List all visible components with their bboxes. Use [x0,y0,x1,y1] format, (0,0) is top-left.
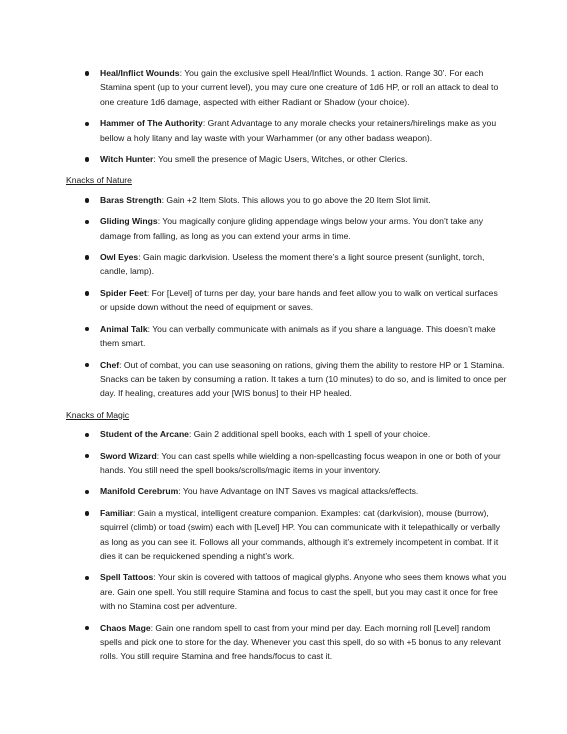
list-item [66,286,507,315]
bullet-icon [85,576,89,580]
knack-name: Familiar [100,507,133,518]
knack-name: Spell Tattoos [100,572,154,583]
list-item [66,449,507,478]
knack-name: Manifold Cerebrum [100,486,179,497]
knack-name: Gliding Wings [100,216,158,227]
list-item [66,250,507,279]
section-heading-magic: Knacks of Magic [66,409,130,420]
list-item [66,193,507,207]
bullet-icon [85,71,89,75]
knack-description: : You have Advantage on INT Saves vs magical attacks/effects. [178,486,419,497]
list-item [66,621,507,664]
knack-description: : You smell the presence of Magic Users, Witches, or other Clerics. [153,154,408,165]
knack-description: : Your skin is covered with tattoos of magical glyphs. Anyone who sees them knows what you are. Gain one spell. You still require Stamina and focus to cast the spell, but you may cast it once for free with no Stamina cost per adventure. [100,572,507,612]
bullet-icon [85,198,89,202]
bullet-icon [85,454,89,458]
bullet-icon [85,511,89,515]
knack-name: Sword Wizard [100,450,157,461]
knack-description: : Gain 2 additional spell books, each with 1 spell of your choice. [188,429,431,440]
knack-name: Baras Strength [100,194,162,205]
knack-description: : You gain the exclusive spell Heal/Inflict Wounds. 1 action. Range 30’. For each Stamina spent (up to your current level), you may cure one creature of 1d6 HP, or roll an attack to deal to one creature 1d6 damage, aspected with either Radiant or Shadow (your choice). [100,68,499,107]
list-item [66,322,507,351]
knack-description: : For [Level] of turns per day, your bare hands and feet allow you to walk on vertical surfaces or upside down without the need of equipment or saves. [100,287,498,313]
knack-name: Student of the Arcane [100,429,189,440]
bullet-icon [85,157,89,161]
bullet-icon [85,327,89,331]
bullet-icon [85,220,89,224]
bullet-icon [85,490,89,494]
knack-description: : Out of combat, you can use seasoning on rations, giving them the ability to restore HP or 1 Stamina. Snacks can be taken by consuming a ration. It takes a turn (10 minutes) to do so, and is limited to once per day. If healing, creatures add your [WIS bonus] to their HP healed. [100,359,507,399]
bullet-icon [85,291,89,295]
knack-description: : Gain a mystical, intelligent creature companion. Examples: cat (darkvision), mouse (burrow), squirrel (climb) or toad (swim) each with [Level] HP. You can communicate with it telepathically or verbally as long as you can see it. Follows all your commands, although it’s extremely incompetent in combat. If it dies it can be requickened spending a night’s work. [100,507,501,561]
bullet-icon [85,433,89,437]
bullet-icon [85,255,89,259]
list-item [66,506,507,564]
knack-name: Spider Feet [100,287,147,298]
knack-description: : Gain one random spell to cast from your mind per day. Each morning roll [Level] random spells and pick one to store for the day. Whenever you cast this spell, do so with +5 bonus to any relevant rolls. You still require Stamina and free hands/focus to cast it. [100,622,501,662]
knack-name: Heal/Inflict Wounds [100,68,180,78]
list-item [66,427,507,441]
list-item [66,66,507,109]
bullet-icon [85,363,89,367]
knack-description: : You can verbally communicate with animals as if you share a language. This doesn’t make them smart. [100,323,496,349]
knack-description: : You can cast spells while wielding a non-spellcasting focus weapon in one or both of your hands. You still need the spell books/scrolls/magic items in your inventory. [100,450,501,475]
list-item [66,570,507,613]
list-item [66,358,507,401]
knack-name: Owl Eyes [100,252,139,263]
list-item [66,214,507,243]
section-heading-nature: Knacks of Nature [66,175,132,186]
knack-description: : Gain magic darkvision. Useless the moment there’s a light source present (sunlight, torch, candle, lamp). [100,252,485,277]
knack-name: Witch Hunter [100,154,154,165]
knack-description: : You magically conjure gliding appendage wings below your arms. You don’t take any damage from falling, as long as you can extend your arms in time. [100,216,484,241]
knack-name: Hammer of The Authority [100,118,203,129]
knack-description: : Gain +2 Item Slots. This allows you to go above the 20 Item Slot limit. [161,194,431,205]
list-item [66,116,507,145]
list-item [66,152,507,166]
knack-name: Animal Talk [100,323,148,334]
bullet-icon [85,626,89,630]
list-item [66,484,507,498]
knack-description: : Grant Advantage to any morale checks your retainers/hirelings make as you bellow a holy litany and lay waste with your Warhammer (or any other badass weapon). [100,118,497,143]
bullet-icon [85,122,89,126]
knack-name: Chaos Mage [100,622,151,633]
knack-name: Chef [100,359,120,370]
